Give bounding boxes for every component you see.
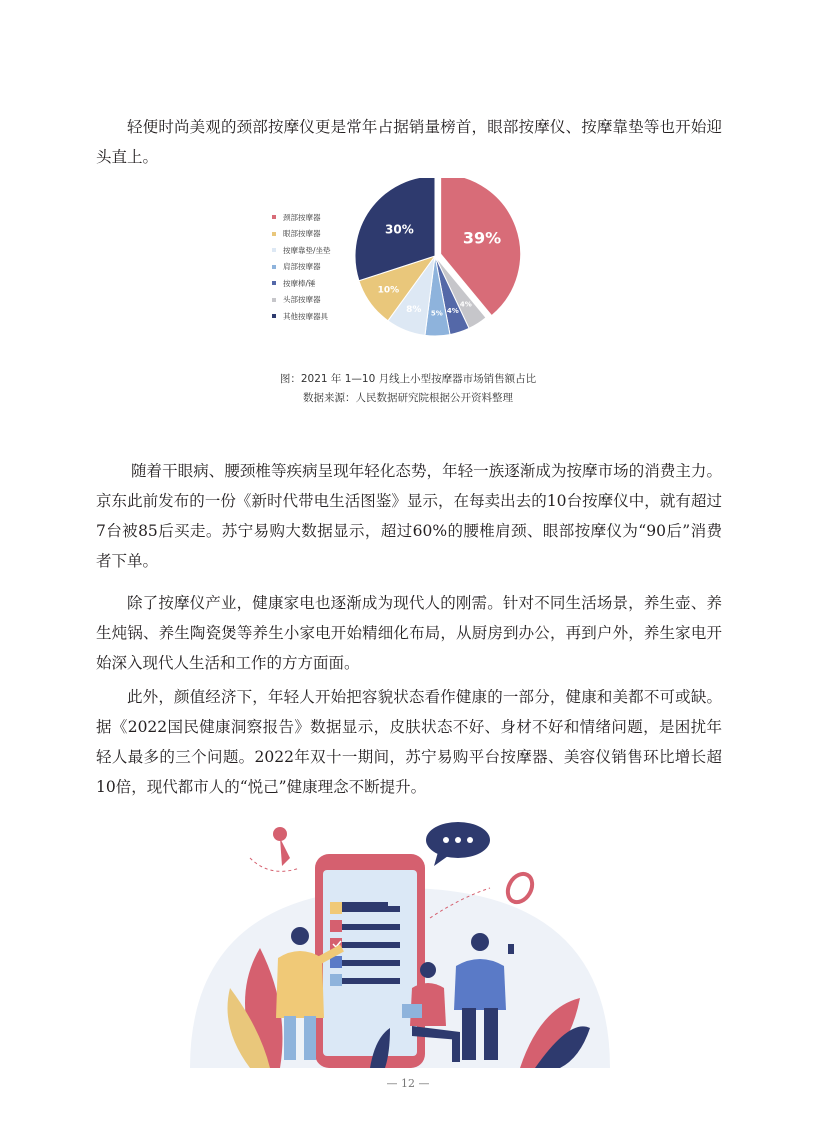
chart-caption-source: 数据来源：人民数据研究院根据公开资料整理: [303, 392, 513, 404]
massager-icon: [273, 827, 287, 841]
legend-label: 按摩棒/锤: [283, 278, 316, 288]
legend-item: [272, 209, 331, 226]
ring-icon: [503, 870, 537, 907]
laptop-icon: [402, 1004, 422, 1018]
legend-item: [272, 259, 331, 276]
smartphone-icon: [508, 944, 514, 954]
pie-chart: [355, 178, 525, 338]
checklist-line: [340, 906, 400, 912]
pie-slice-label: 8%: [406, 305, 422, 316]
legend-item: [272, 226, 331, 243]
legend-label: 其他按摩器具: [283, 311, 328, 321]
pie-slice-label: 10%: [377, 285, 400, 296]
page-number: — 12 —: [386, 1077, 430, 1090]
checkbox-icon: [330, 902, 342, 914]
legend-label: 头部按摩器: [283, 295, 321, 305]
legend-swatch: [272, 314, 276, 318]
legend-label: 肩部按摩器: [283, 262, 321, 272]
chart-caption-title: 图：2021 年 1—10 月线上小型按摩器市场销售额占比: [279, 373, 537, 385]
pie-slice-label: 4%: [459, 300, 472, 309]
chart-legend: [272, 209, 331, 325]
standing-man-figure: [471, 933, 489, 951]
pie-slice-label: 30%: [385, 222, 414, 237]
legend-swatch: [272, 248, 276, 252]
legend-label: 颈部按摩器: [283, 212, 321, 222]
seated-man-figure: [420, 962, 436, 978]
pie-slice-label: 5%: [430, 309, 443, 318]
paragraph-1: 轻便时尚美观的颈部按摩仪更是常年占据销量榜首，眼部按摩仪、按摩靠垫等也开始迎头直上。: [96, 118, 722, 166]
legend-item: [272, 308, 331, 325]
legend-swatch: [272, 265, 276, 269]
legend-swatch: [272, 232, 276, 236]
legend-swatch: [272, 215, 276, 219]
legend-item: [272, 242, 331, 259]
woman-figure: [291, 927, 309, 945]
paragraph-2: 随着干眼病、腰颈椎等疾病呈现年轻化态势，年轻一族逐渐成为按摩市场的消费主力。京东此前发布的一份《新时代带电生活图鉴》显示，在每卖出去的10台按摩仪中，就有超过7台被85后买走。苏宁易购大数据显示，超过60%的腰椎肩颈、眼部按摩仪为“90后”消费者下单。: [96, 462, 722, 570]
legend-item: [272, 275, 331, 292]
legend-label: 按摩靠垫/坐垫: [283, 245, 331, 255]
legend-swatch: [272, 281, 276, 285]
paragraph-4: 此外，颜值经济下，年轻人开始把容貌状态看作健康的一部分，健康和美都不可或缺。据《2022国民健康洞察报告》数据显示，皮肤状态不好、身材不好和情绪问题，是困扰年轻人最多的三个问题。2022年双十一期间，苏宁易购平台按摩器、美容仪销售环比增长超10倍，现代都市人的“悦己”健康理念不断提升。: [96, 688, 722, 796]
illustration: [190, 818, 610, 1070]
paragraph-3: 除了按摩仪产业，健康家电也逐渐成为现代人的刚需。针对不同生活场景，养生壶、养生炖锅、养生陶瓷煲等养生小家电开始精细化布局，从厨房到办公，再到户外，养生家电开始深入现代人生活和工作的方方面面。: [96, 594, 722, 672]
legend-item: [272, 292, 331, 309]
pie-slice-label: 39%: [462, 228, 502, 248]
legend-label: 眼部按摩器: [283, 229, 321, 239]
pie-slice-label: 4%: [446, 306, 459, 315]
legend-swatch: [272, 298, 276, 302]
